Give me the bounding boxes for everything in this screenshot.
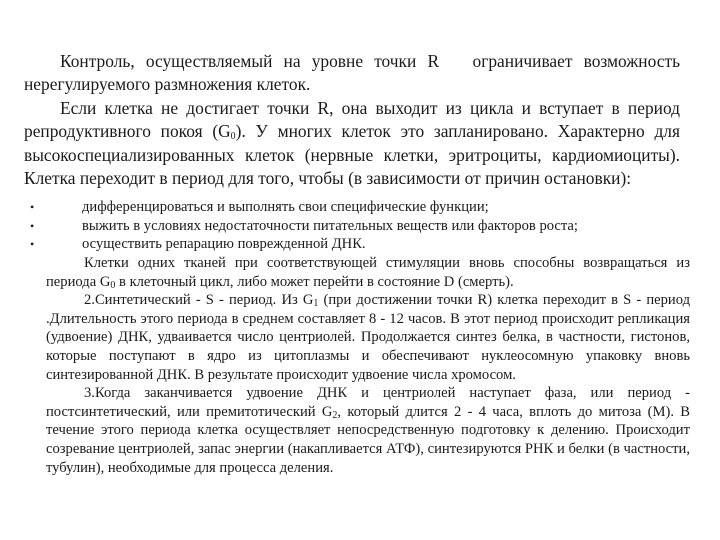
paragraph-g0-return: Клетки одних тканей при соответствующей стимуляции вновь способны возвращаться из периода $G_0$ в клеточный цикл, либо может перейти в состояние D (смерть). [46, 255, 690, 291]
list-item: • выжить в условиях недостаточности питательных веществ или факторов роста; [30, 217, 578, 234]
list-item: • дифференцироваться и выполнять свои специфические функции; [30, 199, 489, 215]
paragraph-g2-period: 3.Когда заканчивается удвоение ДНК и центриолей наступает фаза, или период - постсинтетический, или премитотический $G_2$, который длится 2 - 4 часа, вплоть до митоза (М). В течение этого периода клетка осуществляет непосредственную подготовку к делению. Происходит созревание центриолей, запас энергии (накапливается АТФ), синтезируются РНК и белки (в частности, тубулин), необходимые для процесса деления. [46, 385, 690, 476]
text-block-bottom [46, 254, 690, 477]
bullet-list [30, 198, 690, 254]
paragraph-s-period: 2.Синтетический - S - период. Из $G_1$ (при достижении точки R) клетка переходит в S - период .Длительность этого периода в среднем составляет 8 - 12 часов. В этот период происходит репликация (удвоение) ДНК, удваивается число центриолей. Продолжается синтез белка, в частности, гистонов, которые поступают в ядро из цитоплазмы и обеспечивают нуклеосомную упаковку вновь синтезированной ДНК. В результате происходит удвоение числа хромосом. [46, 292, 691, 383]
text-block-top [24, 50, 680, 190]
paragraph-checkpoint-r: Контроль, осуществляемый на уровне точки R ограничивает возможность нерегулируемого размножения клеток. [24, 51, 680, 95]
bullet-icon: • [30, 218, 35, 233]
paragraph-g0-period: Если клетка не достигает точки R, она выходит из цикла и вступает в период репродуктивного покоя $(G_0)$. У многих клеток это запланировано. Характерно для высокоспециализированных клеток (нервные клетки, эритроциты, кардиомиоциты). Клетка переходит в период для того, чтобы (в зависимости от причин остановки): [24, 97, 680, 189]
bullet-icon: • [30, 200, 35, 214]
bullet-icon: • [30, 237, 35, 252]
list-item: • осуществить репарацию поврежденной ДНК. [30, 236, 366, 253]
